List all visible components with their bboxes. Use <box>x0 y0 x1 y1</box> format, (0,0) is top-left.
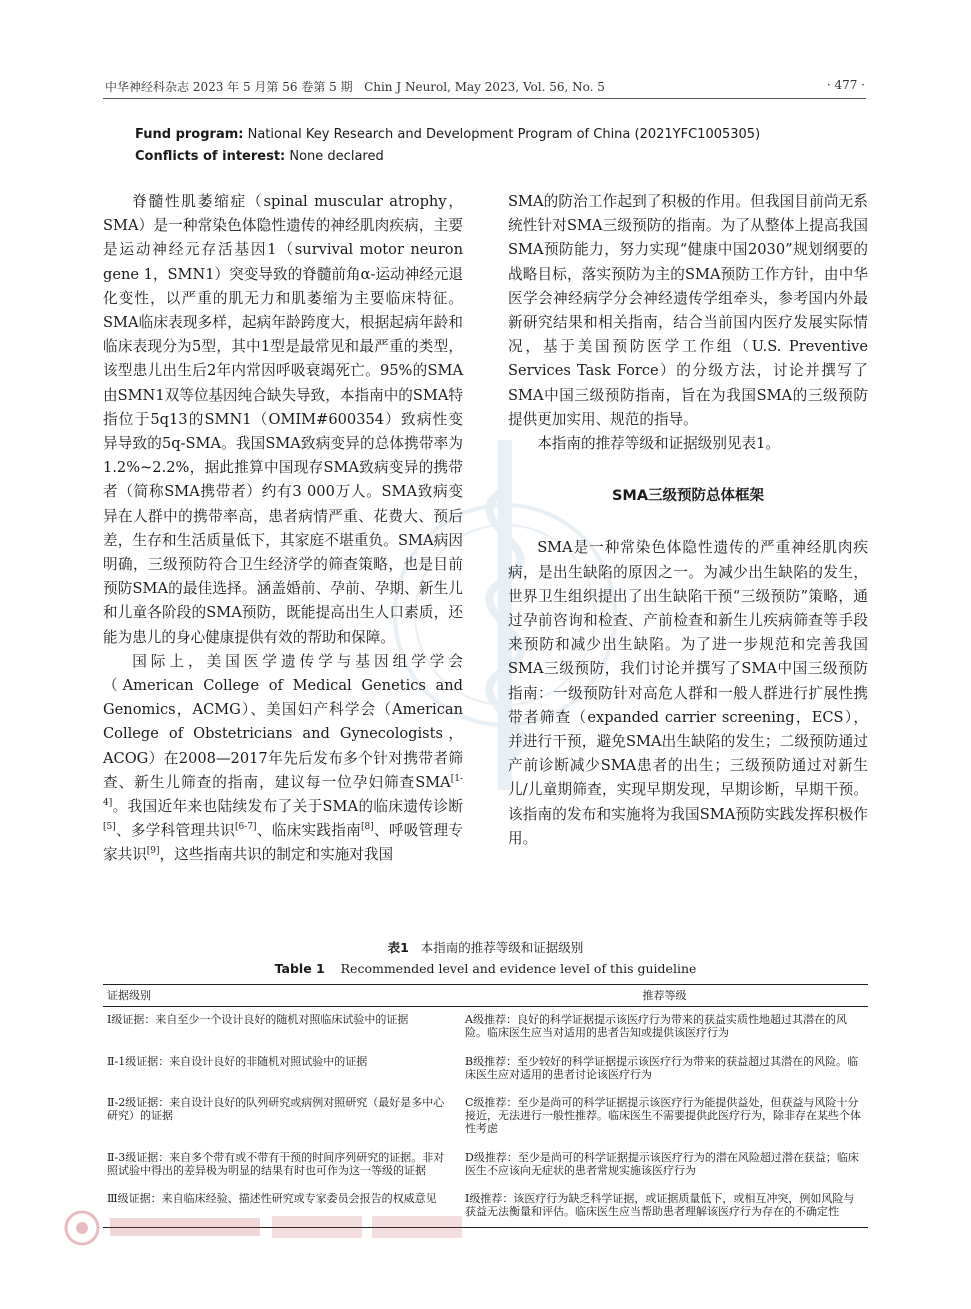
right-column <box>508 190 868 851</box>
table-row <box>103 1007 868 1049</box>
international-guidelines-paragraph: 国际上，美国医学遗传学与基因组学学会（American College of Medical Genetics and Genomics，ACMG）、美国妇产科学会（American College of Obstetricians and Gynecologists，ACOG）在2008—2017年先后发布多个针对携带者筛查、新生儿筛查的指南，建议每一位孕妇筛查SMA[1-4]。我国近年来也陆续发布了关于SMA的临床遗传诊断[5]、多学科管理共识[6-7]、临床实践指南[8]、呼吸管理专家共识[9]，这些指南共识的制定和实施对我国 <box>103 652 463 864</box>
table-caption-en: Table 1 Recommended level and evidence level of this guideline <box>274 961 697 976</box>
section-heading: SMA三级预防总体框架 <box>611 488 765 505</box>
journal-citation <box>105 78 605 95</box>
table-caption-cn: 表1 本指南的推荐等级和证据级别 <box>387 940 584 955</box>
recommendation-cell: D级推荐：至少是尚可的科学证据提示该医疗行为的潜在风险超过潜在获益；临床医生不应该向无症状的患者常规实施该医疗行为 <box>465 1150 859 1177</box>
left-column <box>103 190 463 868</box>
fund-program: Fund program: National Key Research and Development Program of China (2021YFC1005305) <box>135 127 761 142</box>
citation-ref: [8] <box>360 822 374 833</box>
column-header-recommendation: 推荐等级 <box>461 985 868 1007</box>
citation-ref: [5] <box>103 822 116 833</box>
journal-name-en: Chin J Neurol, May 2023, Vol. 56, No. 5 <box>364 80 605 94</box>
table-row <box>103 1145 868 1186</box>
column-header-evidence: 证据级别 <box>103 985 461 1007</box>
table-header-row <box>103 985 868 1007</box>
header-divider <box>103 98 866 99</box>
recommendation-cell: I级推荐：该医疗行为缺乏科学证据，或证据质量低下，或相互冲突，例如风险与获益无法衡量和评估。临床医生应当帮助患者理解该医疗行为存在的不确定性 <box>461 1186 868 1228</box>
recommendation-cell: C级推荐：至少是尚可的科学证据提示该医疗行为能提供益处，但获益与风险十分接近，无法进行一般性推荐。临床医生不需要提供此医疗行为，除非存在某些个体性考虑 <box>465 1096 861 1136</box>
evidence-cell: Ⅱ-2级证据：来自设计良好的队列研究或病例对照研究（最好是多中心研究）的证据 <box>107 1096 445 1123</box>
framework-paragraph: SMA是一种常染色体隐性遗传的严重神经肌肉疾病，是出生缺陷的原因之一。为减少出生缺陷的发生，世界卫生组织提出了出生缺陷干预“三级预防”策略，通过孕前咨询和检查、产前检查和新生儿疾病筛查等手段来预防和减少出生缺陷。为了进一步规范和完善我国SMA三级预防，我们讨论并撰写了SMA中国三级预防指南：一级预防针对高危人群和一般人群进行扩展性携带者筛查（expanded carrier screening，ECS），并进行干预，避免SMA出生缺陷的发生；二级预防通过产前诊断减少SMA患者的出生；三级预防通过对新生儿/儿童期筛查，实现早期发现，早期诊断，早期干预。该指南的发布和实施将为我国SMA预防实践发挥积极作用。 <box>508 539 868 847</box>
citation-ref: [9] <box>146 846 160 857</box>
evidence-cell: Ⅰ级证据：来自至少一个设计良好的随机对照临床试验中的证据 <box>107 1013 409 1027</box>
table-reference-paragraph: 本指南的推荐等级和证据级别见表1。 <box>537 435 780 453</box>
recommendation-cell: A级推荐：良好的科学证据提示该医疗行为带来的获益实质性地超过其潜在的风险。临床医生应当对适用的患者告知或提供该医疗行为 <box>465 1013 847 1040</box>
journal-name-cn: 中华神经科杂志 2023 年 5 月第 56 卷第 5 期 <box>105 80 353 94</box>
evidence-cell: Ⅱ-1级证据：来自设计良好的非随机对照试验中的证据 <box>107 1054 368 1068</box>
intro-paragraph: 脊髓性肌萎缩症（spinal muscular atrophy，SMA）是一种常染色体隐性遗传的神经肌肉疾病，主要是运动神经元存活基因1（survival motor neuron gene 1，SMN1）突变导致的脊髓前角α-运动神经元退化变性，以严重的肌无力和肌萎缩为主要临床特征。SMA临床表现多样，起病年龄跨度大，根据起病年龄和临床表现分为5型，其中1型是最常见和最严重的类型，该型患儿出生后2年内常因呼吸衰竭死亡。95%的SMA由SMN1双等位基因纯合缺失导致，本指南中的SMA特指位于5q13的SMN1（OMIM#600354）致病性变异导致的5q-SMA。我国SMA致病变异的总体携带率为1.2%~2.2%，据此推算中国现存SMA致病变异的携带者（简称SMA携带者）约有3 000万人。SMA致病变异在人群中的携带率高，患者病情严重、花费大、预后差，生存和生活质量低下，其家庭不堪重负。SMA病因明确，三级预防符合卫生经济学的筛查策略，也是目前预防SMA的最佳选择。涵盖婚前、孕前、孕期、新生儿和儿童各阶段的SMA预防，既能提高出生人口素质，还能为患儿的身心健康提供有效的帮助和保障。 <box>103 193 463 646</box>
evidence-cell: Ⅱ-3级证据：来自多个带有或不带有干预的时间序列研究的证据。非对照试验中得出的差异极为明显的结果有时也可作为这一等级的证据 <box>107 1150 445 1177</box>
evidence-cell: Ⅲ级证据：来自临床经验、描述性研究或专家委员会报告的权威意见 <box>103 1186 461 1228</box>
citation-ref: [1-4] <box>103 774 463 809</box>
publisher-logo-icon <box>62 1208 482 1248</box>
recommendation-cell: B级推荐：至少较好的科学证据提示该医疗行为带来的获益超过其潜在的风险。临床医生应对适用的患者讨论该医疗行为 <box>465 1054 859 1081</box>
page-number: · 477 · <box>826 78 865 92</box>
continuation-paragraph: SMA的防治工作起到了积极的作用。但我国目前尚无系统性针对SMA三级预防的指南。为了从整体上提高我国SMA预防能力，努力实现“健康中国2030”规划纲要的战略目标，落实预防为主的SMA预防工作方针，由中华医学会神经病学分会神经遗传学组牵头，参考国内外最新研究结果和相关指南，结合当前国内医疗发展实际情况，基于美国预防医学工作组（U.S. Preventive Services Task Force）的分级方法，讨论并撰写了SMA中国三级预防指南，旨在为我国SMA的三级预防提供更加实用、规范的指导。 <box>508 193 868 428</box>
table-row <box>103 1049 868 1090</box>
citation-ref: [6-7] <box>235 822 257 833</box>
fund-block <box>135 124 760 168</box>
table-row <box>103 1090 868 1145</box>
conflicts-of-interest: Conflicts of interest: None declared <box>135 149 384 164</box>
recommendation-table <box>103 984 868 1228</box>
